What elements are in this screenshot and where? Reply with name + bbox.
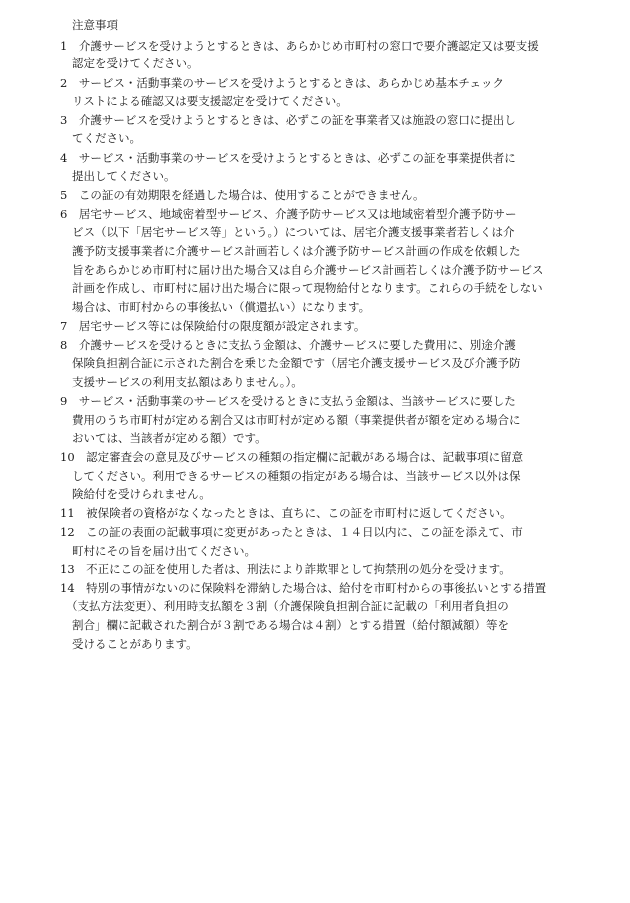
notice-line: おいては、当該者が定める額）です。 [72,431,267,445]
notice-line: 場合は、市町村からの事後払い（償還払い）になります。 [72,300,371,314]
notice-line: 11 被保険者の資格がなくなったときは、直ちに、この証を市町村に返してください。 [60,506,512,520]
notice-line: 計画を作成し、市町村に届け出た場合に限って現物給付となります。これらの手続をしない [72,281,543,295]
notice-line: 14 特別の事情がないのに保険料を滞納した場合は、給付を市町村からの事後払いとする措置 [60,581,547,595]
notice-line: 10 認定審査会の意見及びサービスの種類の指定欄に記載がある場合は、記載事項に留意 [60,450,524,464]
notice-line: 割合」欄に記載された割合が３割である場合は４割）とする措置（給付額減額）等を [72,618,509,632]
notice-line: 町村にその旨を届け出てください。 [72,544,256,558]
notice-line: ビス（以下「居宅サービス等」という。）については、居宅介護支援事業者若しくは介 [72,225,515,239]
notice-line: 旨をあらかじめ市町村に届け出た場合又は自ら介護サービス計画若しくは介護予防サービス [72,263,544,277]
notice-line: 受けることがあります。 [72,637,198,651]
notice-line: 2 サービス・活動事業のサービスを受けようとするときは、あらかじめ基本チェック [60,76,504,90]
notice-line: してください。利用できるサービスの種類の指定がある場合は、当該サービス以外は保 [72,469,521,483]
notice-line: 費用のうち市町村が定める割合又は市町村が定める額（事業提供者が額を定める場合に [72,413,521,427]
notice-line: 8 介護サービスを受けるときに支払う金額は、介護サービスに要した費用に、別途介護 [60,338,516,352]
notice-line: 12 この証の表面の記載事項に変更があったときは、１４日以内に、この証を添えて、市 [60,525,523,539]
notice-line: てください。 [72,131,141,145]
notice-line: 保険負担割合証に示された割合を乗じた金額です（居宅介護支援サービス及び介護予防 [72,356,521,370]
notice-line: 4 サービス・活動事業のサービスを受けようとするときは、必ずこの証を事業提供者に [60,151,516,165]
notice-line: 提出してください。 [72,169,176,183]
notice-line: （支払方法変更）、利用時支払額を３割（介護保険負担割合証に記載の「利用者負担の [66,599,509,613]
notice-heading: 注意事項 [72,18,118,32]
notice-line: 5 この証の有効期限を経過した場合は、使用することができません。 [60,188,425,202]
notice-line: 7 居宅サービス等には保険給付の限度額が設定されます。 [60,319,366,333]
notice-line: 認定を受けてください。 [72,56,199,70]
notice-line: 13 不正にこの証を使用した者は、刑法により詐欺罪として拘禁刑の処分を受けます。 [60,562,511,576]
notice-line: 護予防支援事業者に介護サービス計画若しくは介護予防サービス計画の作成を依頼した [72,244,521,258]
notice-line: 1 介護サービスを受けようとするときは、あらかじめ市町村の窓口で要介護認定又は要支援 [60,39,539,53]
notice-line: 6 居宅サービス、地域密着型サービス、介護予防サービス又は地域密着型介護予防サー [60,207,517,221]
notice-line: 9 サービス・活動事業のサービスを受けるときに支払う金額は、当該サービスに要した [60,394,516,408]
notice-line: 3 介護サービスを受けようとするときは、必ずこの証を事業者又は施設の窓口に提出し [60,113,516,127]
notice-line: 支援サービスの利用支払額はありません。）。 [72,375,303,389]
notice-line: リストによる確認又は要支援認定を受けてください。 [72,94,348,108]
notice-line: 険給付を受けられません。 [72,487,211,501]
